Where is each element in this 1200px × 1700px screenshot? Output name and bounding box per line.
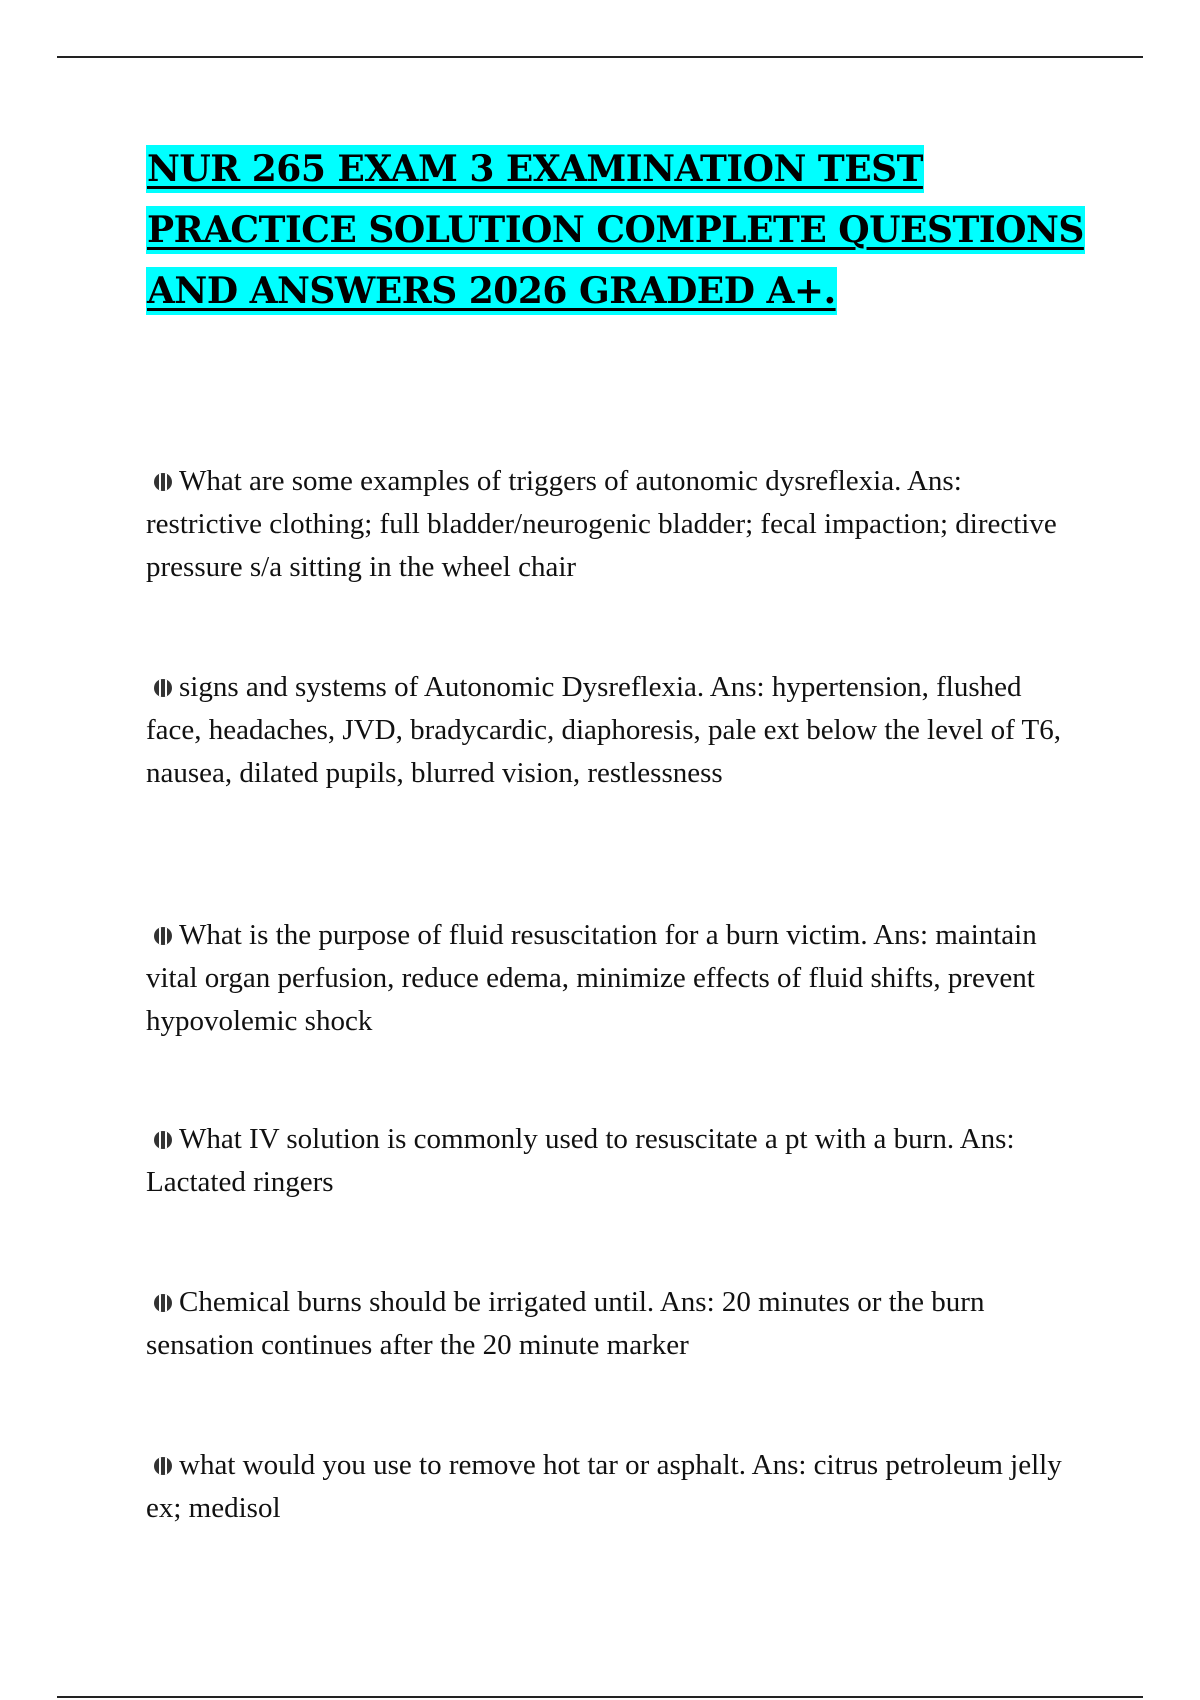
qa-item: [146, 1281, 1066, 1367]
qa-text: signs and systems of Autonomic Dysreflexia. Ans: hypertension, flushed face, headaches, JVD, bradycardic, diaphoresis, pale ext below the level of T6, nausea, dilated pupils, blurred vision, restlessness: [146, 671, 1062, 789]
qa-text: What are some examples of triggers of autonomic dysreflexia. Ans: restrictive clothing; full bladder/neurogenic bladder; fecal impaction; directive pressure s/a sitting in the wheel chair: [146, 465, 1057, 583]
qa-item: [146, 1444, 1066, 1530]
qa-item: [146, 666, 1066, 795]
qa-text: What is the purpose of fluid resuscitation for a burn victim. Ans: maintain vital organ perfusion, reduce edema, minimize effects of fluid shifts, prevent hypovolemic shock: [146, 919, 1037, 1037]
qa-text: Chemical burns should be irrigated until. Ans: 20 minutes or the burn sensation continues after the 20 minute marker: [146, 1286, 985, 1361]
circle-bars-icon: [154, 473, 172, 491]
qa-item: [146, 1118, 1066, 1204]
title-line: AND ANSWERS 2026 GRADED A+.: [146, 262, 1106, 323]
title-line: PRACTICE SOLUTION COMPLETE QUESTIONS: [146, 201, 1106, 262]
top-divider: [57, 56, 1143, 58]
title-line: NUR 265 EXAM 3 EXAMINATION TEST: [146, 140, 1106, 201]
circle-bars-icon: [154, 1131, 172, 1149]
qa-item: [146, 460, 1066, 589]
circle-bars-icon: [154, 1457, 172, 1475]
bottom-divider: [57, 1696, 1143, 1698]
qa-text: What IV solution is commonly used to resuscitate a pt with a burn. Ans: Lactated ringers: [146, 1123, 1015, 1198]
document-title: [146, 140, 1106, 323]
circle-bars-icon: [154, 927, 172, 945]
qa-text: what would you use to remove hot tar or asphalt. Ans: citrus petroleum jelly ex; medisol: [146, 1449, 1062, 1524]
qa-item: [146, 914, 1066, 1043]
circle-bars-icon: [154, 679, 172, 697]
circle-bars-icon: [154, 1294, 172, 1312]
